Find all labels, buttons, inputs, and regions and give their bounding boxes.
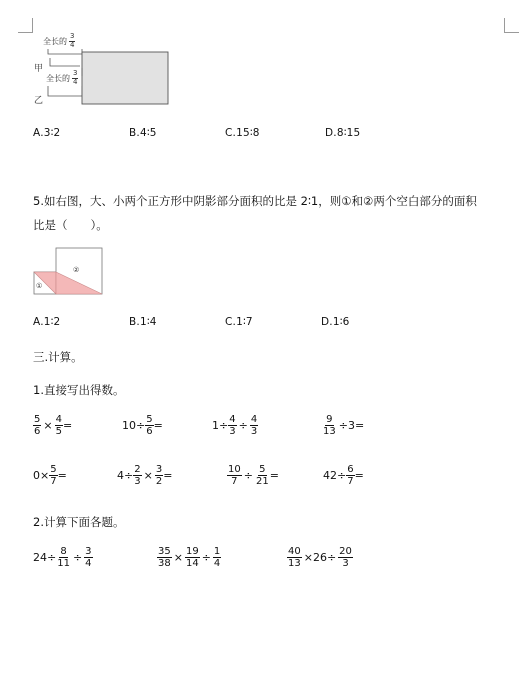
number-text: 24÷ [33,551,57,564]
denominator: 2 [155,476,163,487]
numerator: 3 [155,464,163,475]
mark-2: ② [73,266,80,274]
fraction [185,546,200,569]
option-c: C.1∶7 [225,316,253,328]
numerator: 40 [288,546,301,557]
denominator: 4 [70,40,75,49]
denominator: 7 [347,476,354,487]
option-b: B.4∶5 [129,127,157,139]
numerator: 9 [326,414,333,425]
option-d: D.8∶15 [325,127,361,139]
denominator: 3 [229,426,236,437]
numerator: 19 [185,546,199,557]
label-jia: 甲 [34,64,44,74]
number-text: ×26÷ [303,551,337,564]
expr-p2-1 [33,546,93,569]
option-d: D.1∶6 [321,316,350,328]
option-b: B.1∶4 [129,316,157,328]
fraction [155,464,163,487]
numerator: 5 [259,464,266,475]
denominator: 4 [213,558,221,569]
option-a: A.1∶2 [33,316,61,328]
number-text: 42÷ [323,469,347,482]
denominator: 7 [231,476,238,487]
option-c: C.15∶8 [225,127,260,139]
section-title: 三.计算。 [33,350,83,364]
number-text: = [57,469,67,482]
denominator: 11 [57,558,70,569]
numerator: 4 [229,414,236,425]
numerator: 5 [146,414,153,425]
expr-r2-4 [323,464,364,487]
fraction [145,414,153,437]
option-a: A.3∶2 [33,127,61,139]
operator: ÷ [201,551,211,564]
expr-p2-3 [287,546,353,569]
denominator: 4 [73,77,78,86]
fraction [49,464,57,487]
expr-r2-2 [117,464,172,487]
denominator: 3 [342,558,349,569]
numerator: 5 [50,464,57,475]
fraction [250,414,258,437]
number-text: 10÷ [122,419,146,432]
denominator: 3 [250,426,258,437]
expr-r1-2 [122,414,163,437]
squares-diagram [33,247,103,297]
denominator: 6 [146,426,153,437]
fraction [33,414,41,437]
fraction [157,546,172,569]
denominator: 7 [50,476,57,487]
expr-p2-2 [157,546,221,569]
numerator: 4 [55,414,62,425]
denominator: 13 [323,426,336,437]
numerator: 3 [85,546,92,557]
number-text: 0× [33,469,50,482]
fraction [56,546,71,569]
number-text: = [163,469,173,482]
operator: × [43,419,53,432]
fraction [55,414,63,437]
expr-r2-3 [227,464,279,487]
fraction [213,546,221,569]
operator: ÷ [243,469,253,482]
number-text: 1÷ [212,419,229,432]
denominator: 38 [158,558,171,569]
label-mid: 全长的 $\frac{3}{4}$ [46,69,78,86]
numerator: 10 [228,464,241,475]
number-text: = [269,469,279,482]
operator: ÷ [72,551,83,564]
operator: × [143,469,153,482]
numerator: 1 [213,546,221,557]
number-text: = [62,419,73,432]
number-text: 4÷ [117,469,134,482]
part2-title: 2.计算下面各题。 [33,515,125,529]
fraction [346,464,354,487]
q5-text-line1: 5.如右图，大、小两个正方形中阴影部分面积的比是 2∶1，则①和②两个空白部分的面积 [33,194,477,208]
label-top: 全长的 $\frac{3}{4}$ [43,32,75,49]
fraction [322,414,337,437]
expr-r1-4 [322,414,364,437]
expr-r2-1 [33,464,67,487]
number-text: = [153,419,163,432]
numerator: 6 [347,464,354,475]
operator: ÷ [238,419,248,432]
denominator: 4 [85,558,92,569]
number-text: = [354,469,364,482]
numerator: 35 [158,546,171,557]
part1-title: 1.直接写出得数。 [33,383,125,397]
q5-text-line2: 比是（ ）。 [33,218,108,232]
denominator: 3 [134,476,141,487]
operator: × [173,551,183,564]
fraction [227,464,242,487]
fraction [133,464,141,487]
denominator: 6 [34,426,41,437]
margin-corner-mark [18,18,33,33]
denominator: 21 [255,476,269,487]
fraction [338,546,353,569]
numerator: 3 [70,32,75,40]
number-text: ÷3= [338,419,365,432]
numerator: 8 [60,546,67,557]
numerator: 4 [250,414,258,425]
margin-corner-mark [504,18,519,33]
denominator: 13 [288,558,301,569]
numerator: 2 [134,464,141,475]
expr-r1-3 [212,414,258,437]
numerator: 20 [339,546,352,557]
denominator: 14 [185,558,199,569]
fraction [228,414,236,437]
denominator: 5 [55,426,62,437]
fraction [84,546,92,569]
segment-diagram [44,46,174,108]
mark-1: ① [36,282,43,290]
fraction [287,546,302,569]
numerator: 3 [73,69,78,77]
label-yi: 乙 [34,96,44,106]
numerator: 5 [34,414,41,425]
expr-r1-1 [33,414,72,437]
fraction [255,464,270,487]
